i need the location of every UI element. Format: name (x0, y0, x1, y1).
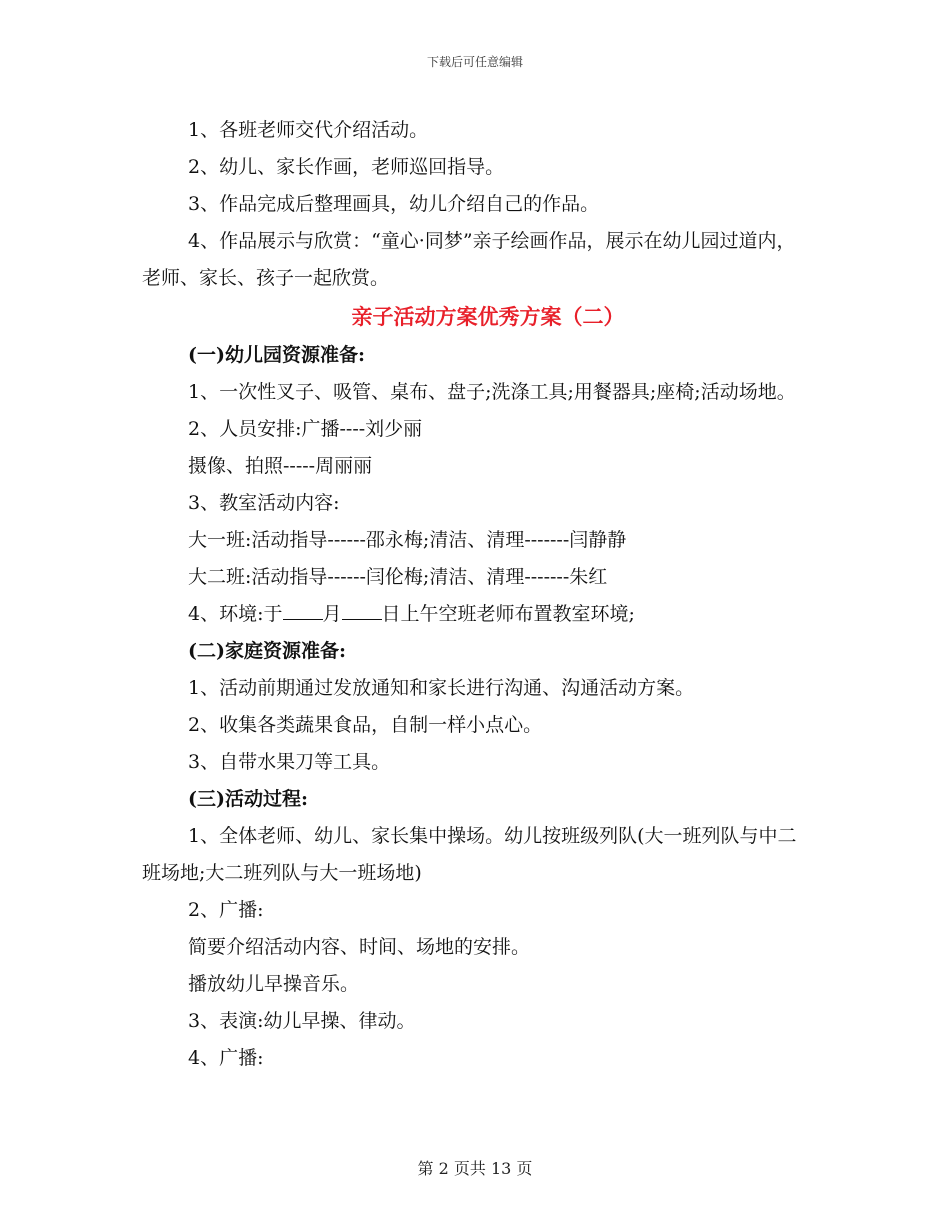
item4-prefix: 4、环境:于 (188, 603, 283, 625)
section1-item-3b: 大二班:活动指导------闫伦梅;清洁、清理-------朱红 (188, 566, 608, 588)
part1-line-3: 3、作品完成后整理画具，幼儿介绍自己的作品。 (188, 193, 600, 215)
section2-heading: (二)家庭资源准备: (188, 640, 346, 662)
section1-item-1: 1、一次性叉子、吸管、桌布、盘子;洗涤工具;用餐器具;座椅;活动场地。 (188, 381, 796, 403)
item4-month: 月 (322, 603, 342, 625)
document-body (142, 112, 814, 1077)
part1-line-2: 2、幼儿、家长作画，老师巡回指导。 (188, 156, 505, 178)
section3-item-2: 2、广播: (188, 899, 264, 921)
section3-item-2a: 简要介绍活动内容、时间、场地的安排。 (188, 936, 531, 958)
part1-line-1: 1、各班老师交代介绍活动。 (188, 119, 429, 141)
section1-item-2b: 摄像、拍照-----周丽丽 (188, 455, 373, 477)
section1-item-3a: 大一班:活动指导------邵永梅;清洁、清理-------闫静静 (188, 529, 627, 551)
item4-suffix: 日上午空班老师布置教室环境; (381, 603, 635, 625)
section3-item-1: 1、全体老师、幼儿、家长集中操场。幼儿按班级列队(大一班列队与中二班场地;大二班列队与大一班场地) (142, 825, 797, 884)
section-title: 亲子活动方案优秀方案（二） (351, 304, 625, 329)
header-note: 下载后可任意编辑 (426, 55, 523, 69)
section3-item-4: 4、广播: (188, 1047, 264, 1069)
section2-item-2: 2、收集各类蔬果食品，自制一样小点心。 (188, 714, 543, 736)
section1-item-3: 3、教室活动内容: (188, 492, 340, 514)
section1-item-2: 2、人员安排:广播----刘少丽 (188, 418, 423, 440)
section2-item-3: 3、自带水果刀等工具。 (188, 751, 391, 773)
section3-heading: (三)活动过程: (188, 788, 308, 810)
day-blank (342, 601, 382, 620)
section2-item-1: 1、活动前期通过发放通知和家长进行沟通、沟通活动方案。 (188, 677, 695, 699)
section1-item-4 (142, 596, 814, 633)
page-footer: 第 2 页共 13 页 (417, 1159, 533, 1178)
section3-item-3: 3、表演:幼儿早操、律动。 (188, 1010, 416, 1032)
section1-heading: (一)幼儿园资源准备: (188, 344, 365, 366)
section3-item-2b: 播放幼儿早操音乐。 (188, 973, 360, 995)
month-blank (283, 601, 323, 620)
part1-line-4: 4、作品展示与欣赏：“童心·同梦”亲子绘画作品，展示在幼儿园过道内，老师、家长、孩子一起欣赏。 (142, 230, 796, 289)
